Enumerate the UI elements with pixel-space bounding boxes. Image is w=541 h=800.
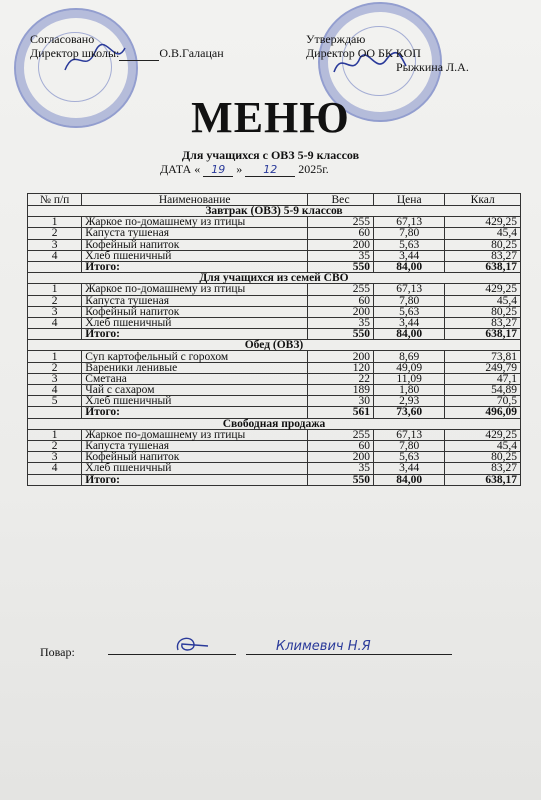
table-cell: 5,63 xyxy=(374,239,445,250)
table-row xyxy=(28,284,521,295)
table-cell: 3 xyxy=(28,373,82,384)
table-cell: 3,44 xyxy=(374,463,445,474)
total-value: 638,17 xyxy=(445,261,521,272)
table-cell: 60 xyxy=(308,228,374,239)
date-day: 19 xyxy=(203,163,233,177)
section-row xyxy=(28,206,521,217)
signature-line xyxy=(119,46,159,61)
table-cell: 45,4 xyxy=(445,228,521,239)
table-cell: 22 xyxy=(308,373,374,384)
header-name: Наименование xyxy=(82,194,308,206)
approval-right-position: Директор ОО БК КОП xyxy=(306,46,421,60)
cook-label: Повар: xyxy=(40,645,75,659)
table-cell: 1,80 xyxy=(374,385,445,396)
section-row xyxy=(28,273,521,284)
section-title: Обед (ОВЗ) xyxy=(28,340,521,351)
table-cell: 1 xyxy=(28,217,82,228)
table-cell: 200 xyxy=(308,306,374,317)
table-row xyxy=(28,217,521,228)
date-mid: » xyxy=(236,162,243,176)
table-cell: 45,4 xyxy=(445,295,521,306)
header-price: Цена xyxy=(374,194,445,206)
table-cell: 1 xyxy=(28,351,82,362)
page-title: МЕНЮ xyxy=(191,93,350,142)
table-cell: 3,44 xyxy=(374,250,445,261)
table-cell: Суп картофельный с горохом xyxy=(82,351,308,362)
total-value: 496,09 xyxy=(445,407,521,418)
approval-right-heading: Утверждаю xyxy=(306,32,366,46)
total-value: 550 xyxy=(308,261,374,272)
approval-left-heading: Согласовано xyxy=(30,32,95,46)
table-cell: 2 xyxy=(28,440,82,451)
table-cell: 255 xyxy=(308,429,374,440)
table-row xyxy=(28,362,521,373)
total-label: Итого: xyxy=(82,407,308,418)
page-subtitle: Для учащихся с ОВЗ 5-9 классов xyxy=(181,148,360,162)
approval-right-name: Рыжкина Л.А. xyxy=(396,60,469,74)
table-cell: 255 xyxy=(308,284,374,295)
table-cell: 80,25 xyxy=(445,239,521,250)
table-cell: 35 xyxy=(308,317,374,328)
table-cell: 83,27 xyxy=(445,250,521,261)
table-cell: 67,13 xyxy=(374,429,445,440)
table-cell: Вареники ленивые xyxy=(82,362,308,373)
total-label: Итого: xyxy=(82,329,308,340)
total-value: 84,00 xyxy=(374,261,445,272)
table-cell: 4 xyxy=(28,385,82,396)
cook-signature-line xyxy=(108,638,236,655)
table-cell: 80,25 xyxy=(445,306,521,317)
table-cell: 5 xyxy=(28,396,82,407)
table-row xyxy=(28,463,521,474)
date-month: 12 xyxy=(245,163,295,177)
table-row xyxy=(28,295,521,306)
table-cell: 120 xyxy=(308,362,374,373)
menu-table xyxy=(27,193,521,486)
table-cell: Жаркое по-домашнему из птицы xyxy=(82,284,308,295)
table-cell: 60 xyxy=(308,440,374,451)
header-number: № п/п xyxy=(28,194,82,206)
table-row xyxy=(28,306,521,317)
date-suffix: 2025г. xyxy=(298,162,329,176)
table-cell: 7,80 xyxy=(374,228,445,239)
table-cell: 3 xyxy=(28,306,82,317)
table-cell: 5,63 xyxy=(374,452,445,463)
section-row xyxy=(28,340,521,351)
table-cell: Капуста тушеная xyxy=(82,295,308,306)
table-cell xyxy=(28,329,82,340)
table-row xyxy=(28,452,521,463)
table-cell: 200 xyxy=(308,452,374,463)
table-cell: 2 xyxy=(28,228,82,239)
table-cell: 2 xyxy=(28,362,82,373)
table-cell: 54,89 xyxy=(445,385,521,396)
table-row xyxy=(28,429,521,440)
table-cell: Кофейный напиток xyxy=(82,452,308,463)
cook-name: Климевич Н.Я xyxy=(276,639,371,654)
total-value: 638,17 xyxy=(445,474,521,485)
table-cell: 8,69 xyxy=(374,351,445,362)
cook-name-line xyxy=(246,638,452,655)
table-cell: 4 xyxy=(28,317,82,328)
table-row xyxy=(28,385,521,396)
table-cell: 47,1 xyxy=(445,373,521,384)
table-cell: 4 xyxy=(28,463,82,474)
table-cell: 2,93 xyxy=(374,396,445,407)
table-cell: 70,5 xyxy=(445,396,521,407)
table-cell: 35 xyxy=(308,463,374,474)
header-kcal: Ккал xyxy=(445,194,521,206)
table-cell: 1 xyxy=(28,284,82,295)
total-value: 84,00 xyxy=(374,474,445,485)
table-row xyxy=(28,396,521,407)
table-cell: 429,25 xyxy=(445,217,521,228)
table-cell: 200 xyxy=(308,239,374,250)
table-cell: 3 xyxy=(28,239,82,250)
date-line xyxy=(160,162,329,177)
total-label: Итого: xyxy=(82,261,308,272)
table-row xyxy=(28,317,521,328)
table-cell: Хлеб пшеничный xyxy=(82,317,308,328)
total-row xyxy=(28,474,521,485)
table-cell: 200 xyxy=(308,351,374,362)
total-value: 638,17 xyxy=(445,329,521,340)
table-cell: 60 xyxy=(308,295,374,306)
table-cell: Хлеб пшеничный xyxy=(82,250,308,261)
cook-signature xyxy=(168,632,228,654)
table-cell: 429,25 xyxy=(445,284,521,295)
total-value: 550 xyxy=(308,329,374,340)
table-cell: 189 xyxy=(308,385,374,396)
table-cell: Кофейный напиток xyxy=(82,239,308,250)
table-cell: Хлеб пшеничный xyxy=(82,396,308,407)
total-value: 73,60 xyxy=(374,407,445,418)
table-cell: Хлеб пшеничный xyxy=(82,463,308,474)
table-cell: 2 xyxy=(28,295,82,306)
table-cell: 83,27 xyxy=(445,463,521,474)
table-row xyxy=(28,228,521,239)
table-cell: 67,13 xyxy=(374,217,445,228)
table-cell: Жаркое по-домашнему из птицы xyxy=(82,429,308,440)
approval-left-name: О.В.Галацан xyxy=(159,46,224,60)
table-cell: Капуста тушеная xyxy=(82,228,308,239)
total-label: Итого: xyxy=(82,474,308,485)
table-row xyxy=(28,239,521,250)
table-cell: 45,4 xyxy=(445,440,521,451)
section-title: Для учащихся из семей СВО xyxy=(28,273,521,284)
table-cell xyxy=(28,261,82,272)
table-cell: Сметана xyxy=(82,373,308,384)
table-cell: 4 xyxy=(28,250,82,261)
section-title: Завтрак (ОВЗ) 5-9 классов xyxy=(28,206,521,217)
table-row xyxy=(28,351,521,362)
table-header-row xyxy=(28,194,521,206)
table-cell: 83,27 xyxy=(445,317,521,328)
approval-left-position: Директор школы: xyxy=(30,46,120,60)
table-row xyxy=(28,440,521,451)
table-cell: Кофейный напиток xyxy=(82,306,308,317)
table-cell: 11,09 xyxy=(374,373,445,384)
table-cell: 3 xyxy=(28,452,82,463)
total-value: 550 xyxy=(308,474,374,485)
table-cell xyxy=(28,474,82,485)
table-cell: 80,25 xyxy=(445,452,521,463)
table-cell: 30 xyxy=(308,396,374,407)
table-cell: 7,80 xyxy=(374,295,445,306)
approval-block-left xyxy=(30,32,224,61)
table-cell: 67,13 xyxy=(374,284,445,295)
table-cell: 7,80 xyxy=(374,440,445,451)
table-cell: 49,09 xyxy=(374,362,445,373)
table-cell: 1 xyxy=(28,429,82,440)
table-cell: Чай с сахаром xyxy=(82,385,308,396)
table-cell: 3,44 xyxy=(374,317,445,328)
total-row xyxy=(28,261,521,272)
total-row xyxy=(28,329,521,340)
approval-block-right xyxy=(306,32,469,74)
table-cell: 429,25 xyxy=(445,429,521,440)
header-weight: Вес xyxy=(308,194,374,206)
table-cell xyxy=(28,407,82,418)
section-title: Свободная продажа xyxy=(28,418,521,429)
total-value: 84,00 xyxy=(374,329,445,340)
total-row xyxy=(28,407,521,418)
table-cell: Капуста тушеная xyxy=(82,440,308,451)
date-prefix: ДАТА « xyxy=(160,162,201,176)
section-row xyxy=(28,418,521,429)
table-cell: Жаркое по-домашнему из птицы xyxy=(82,217,308,228)
table-row xyxy=(28,250,521,261)
table-cell: 35 xyxy=(308,250,374,261)
table-cell: 249,79 xyxy=(445,362,521,373)
table-cell: 255 xyxy=(308,217,374,228)
table-cell: 73,81 xyxy=(445,351,521,362)
table-cell: 5,63 xyxy=(374,306,445,317)
table-row xyxy=(28,373,521,384)
total-value: 561 xyxy=(308,407,374,418)
menu-table-body xyxy=(28,206,521,486)
